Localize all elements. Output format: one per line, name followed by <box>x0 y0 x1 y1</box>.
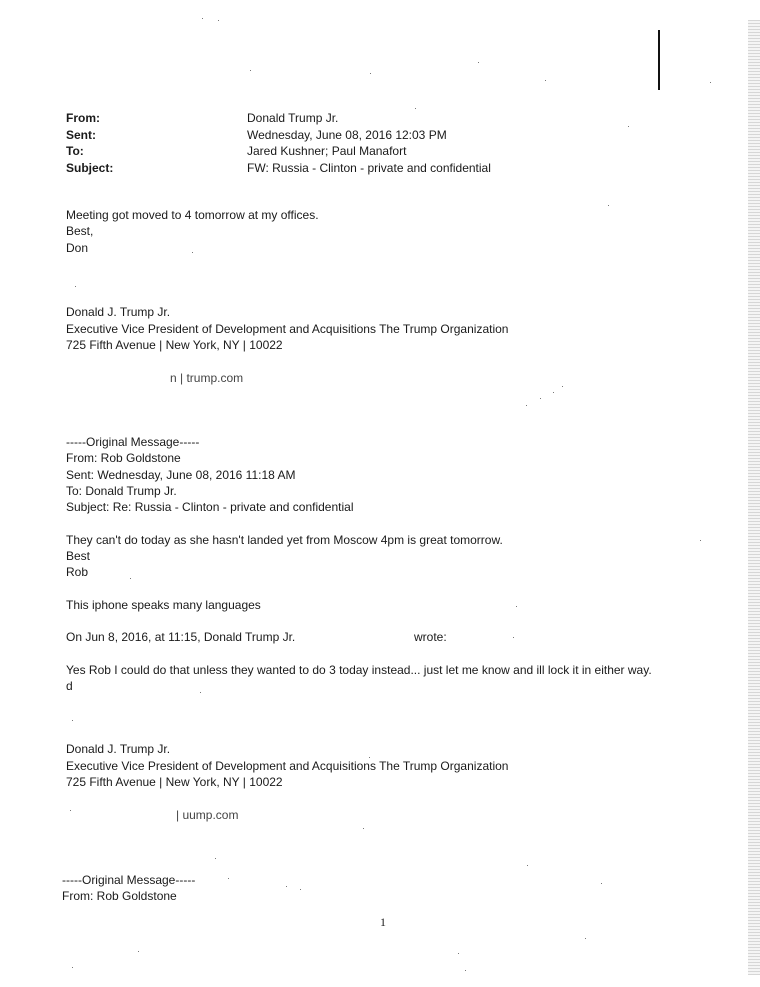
signature-name: Donald J. Trump Jr. <box>66 742 171 756</box>
scan-vertical-mark <box>658 30 660 90</box>
subject-value: FW: Russia - Clinton - private and confidential <box>247 161 491 175</box>
body-line: Meeting got moved to 4 tomorrow at my offices. <box>66 208 319 222</box>
body-line: Don <box>66 241 89 255</box>
to-value: Jared Kushner; Paul Manafort <box>247 144 407 158</box>
original-from: From: Rob Goldstone <box>62 889 177 903</box>
sent-value: Wednesday, June 08, 2016 12:03 PM <box>247 128 447 142</box>
page-number: 1 <box>380 915 386 929</box>
from-label: From: <box>66 111 100 125</box>
quote-attribution-end: wrote: <box>414 630 447 644</box>
body-line: Rob <box>66 565 89 579</box>
signature-web: n | trump.com <box>170 371 244 385</box>
original-sent: Sent: Wednesday, June 08, 2016 11:18 AM <box>66 468 296 482</box>
body-line: Best <box>66 549 91 563</box>
signature-name: Donald J. Trump Jr. <box>66 305 171 319</box>
signature-web: | uump.com <box>176 808 239 822</box>
iphone-tagline: This iphone speaks many languages <box>66 598 261 612</box>
original-from: From: Rob Goldstone <box>66 451 181 465</box>
sent-label: Sent: <box>66 128 96 142</box>
quote-attribution: On Jun 8, 2016, at 11:15, Donald Trump Jr. <box>66 630 296 644</box>
to-label: To: <box>66 144 84 158</box>
original-subject: Subject: Re: Russia - Clinton - private and confidential <box>66 500 354 514</box>
signature-address: 725 Fifth Avenue | New York, NY | 10022 <box>66 338 283 352</box>
original-message-divider: -----Original Message----- <box>62 873 196 887</box>
signature-title: Executive Vice President of Development and Acquisitions The Trump Organization <box>66 322 509 336</box>
subject-label: Subject: <box>66 161 114 175</box>
original-to: To: Donald Trump Jr. <box>66 484 177 498</box>
from-value: Donald Trump Jr. <box>247 111 339 125</box>
signature-address: 725 Fifth Avenue | New York, NY | 10022 <box>66 775 283 789</box>
scan-edge-stripe <box>748 20 760 975</box>
signature-title: Executive Vice President of Development and Acquisitions The Trump Organization <box>66 759 509 773</box>
body-line: They can't do today as she hasn't landed yet from Moscow 4pm is great tomorrow. <box>66 533 503 547</box>
reply-line: Yes Rob I could do that unless they wanted to do 3 today instead... just let me know and ill lock it in either way. <box>66 663 652 677</box>
original-message-divider: -----Original Message----- <box>66 435 200 449</box>
reply-line: d <box>66 679 73 693</box>
body-line: Best, <box>66 224 94 238</box>
